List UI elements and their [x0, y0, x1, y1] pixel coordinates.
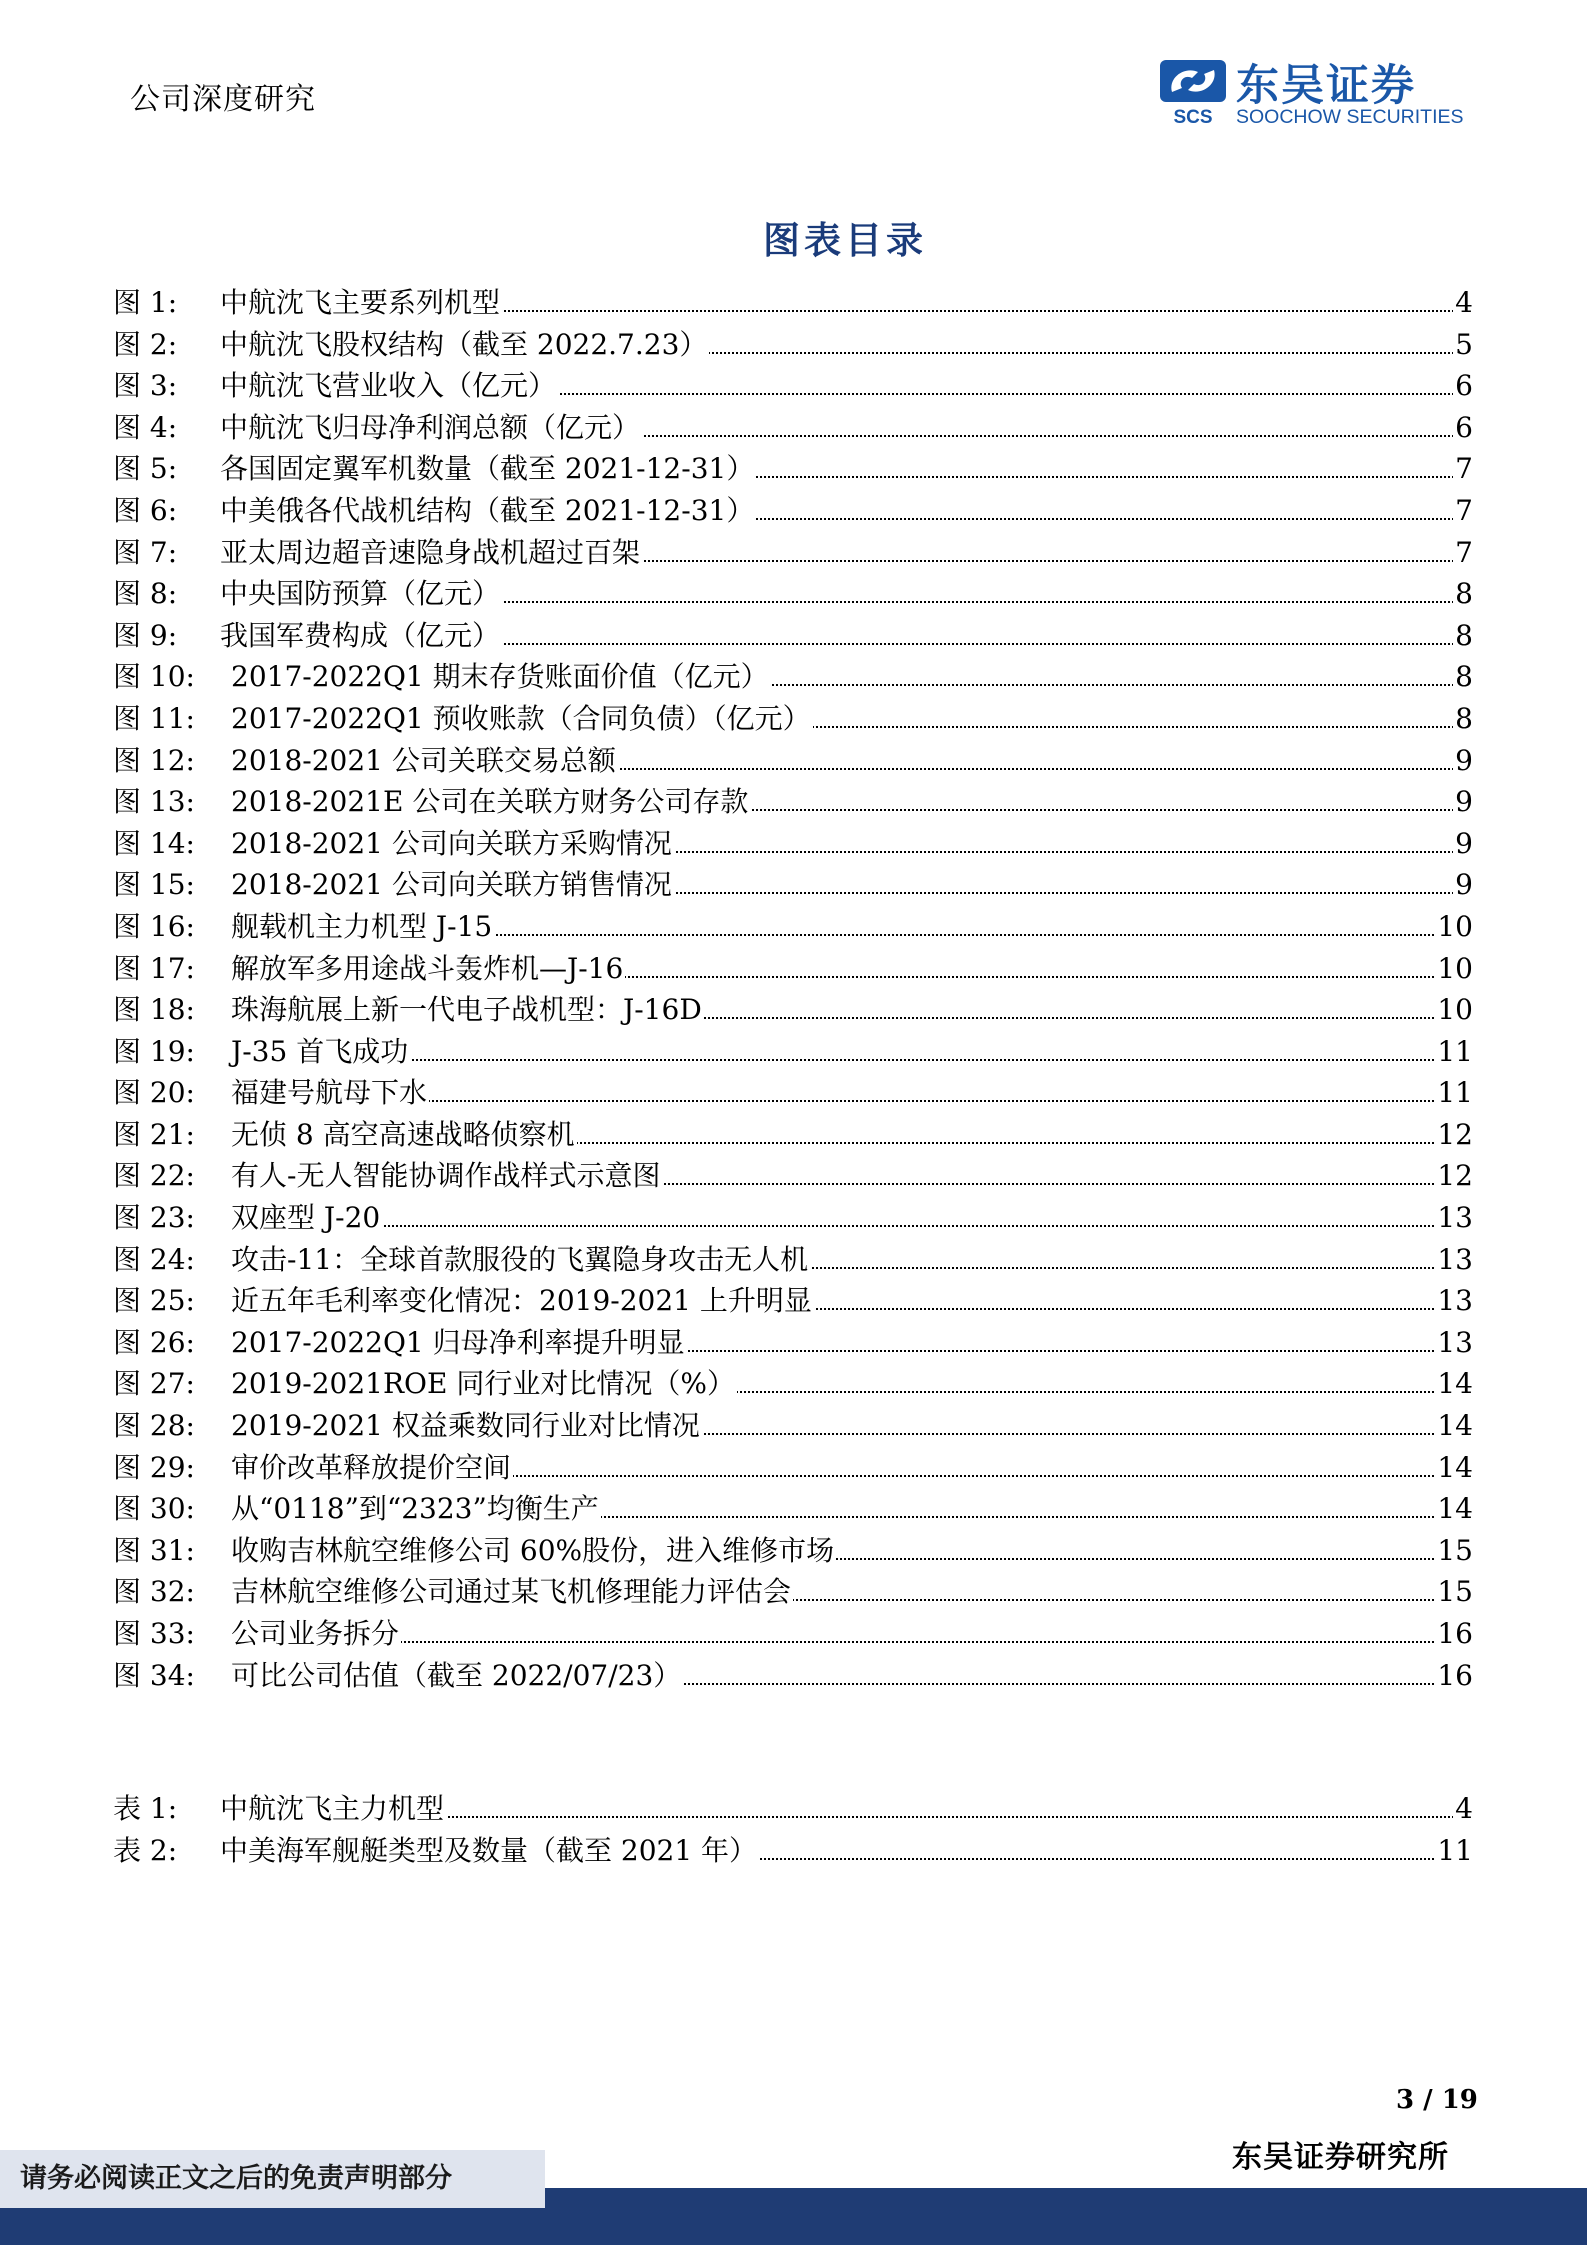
entry-label: 图 29: [113, 1450, 195, 1484]
figure-toc-entry[interactable] [113, 1155, 1473, 1197]
entry-label: 图 27: [113, 1367, 195, 1401]
entry-title: 有人-无人智能协调作战样式示意图 [231, 1155, 662, 1197]
entry-title: 2017-2022Q1 期末存货账面价值（亿元） [231, 656, 771, 698]
entry-page-number: 13 [1435, 1322, 1473, 1364]
figure-toc-entry[interactable] [113, 1197, 1473, 1239]
dot-leader [313, 1100, 1473, 1102]
figure-toc-entry[interactable] [113, 1363, 1473, 1405]
entry-label: 图 11: [113, 701, 195, 735]
entry-title: 中航沈飞主力机型 [220, 1788, 446, 1830]
table-toc-entry[interactable] [113, 1830, 1473, 1872]
figure-toc-entry[interactable] [113, 698, 1473, 740]
entry-label: 图 19: [113, 1034, 195, 1068]
entry-page-number: 13 [1435, 1239, 1473, 1281]
entry-label: 图 20: [113, 1076, 195, 1110]
entry-page-number: 11 [1435, 1031, 1473, 1073]
entry-title: 公司业务拆分 [231, 1613, 401, 1655]
entry-label: 图 23: [113, 1201, 195, 1235]
entry-page-number: 15 [1435, 1571, 1473, 1613]
entry-label: 图 16: [113, 909, 195, 943]
entry-page-number: 9 [1453, 740, 1473, 782]
figure-toc-entry[interactable] [113, 1447, 1473, 1489]
entry-title: 吉林航空维修公司通过某飞机修理能力评估会 [231, 1571, 793, 1613]
page-current: 3 [1396, 2085, 1415, 2115]
figure-toc-entry[interactable] [113, 1114, 1473, 1156]
entry-title: 中央国防预算（亿元） [220, 573, 502, 615]
entry-label: 图 34: [113, 1658, 195, 1692]
entry-label: 图 30: [113, 1492, 195, 1526]
entry-label: 图 18: [113, 993, 195, 1027]
entry-label: 表 2: [113, 1833, 178, 1867]
entry-page-number: 14 [1435, 1488, 1473, 1530]
entry-page-number: 16 [1435, 1613, 1473, 1655]
entry-page-number: 12 [1435, 1114, 1473, 1156]
entry-title: 收购吉林航空维修公司 60%股份，进入维修市场 [231, 1530, 836, 1572]
entry-label: 图 6: [113, 493, 178, 527]
entry-label: 图 31: [113, 1533, 195, 1567]
entry-title: 2018-2021E 公司在关联方财务公司存款 [231, 781, 750, 823]
figure-toc-entry[interactable] [113, 740, 1473, 782]
entry-title: 2017-2022Q1 预收账款（合同负债）（亿元） [231, 698, 813, 740]
entry-page-number: 9 [1453, 864, 1473, 906]
page-number [1396, 2085, 1478, 2115]
entry-page-number: 10 [1435, 948, 1473, 990]
figure-toc-entry[interactable] [113, 1072, 1473, 1114]
figure-toc-entry[interactable] [113, 490, 1473, 532]
entry-title: 中航沈飞主要系列机型 [220, 282, 502, 324]
entry-title: 福建号航母下水 [231, 1072, 429, 1114]
entry-page-number: 7 [1453, 532, 1473, 574]
figure-toc-entry[interactable] [113, 989, 1473, 1031]
entry-page-number: 14 [1435, 1363, 1473, 1405]
entry-page-number: 7 [1453, 490, 1473, 532]
entry-label: 图 2: [113, 327, 178, 361]
entry-page-number: 8 [1453, 698, 1473, 740]
entry-label: 图 15: [113, 868, 195, 902]
entry-title: 从“0118”到“2323”均衡生产 [231, 1488, 601, 1530]
entry-page-number: 4 [1453, 282, 1473, 324]
entry-title: 我国军费构成（亿元） [220, 615, 502, 657]
entry-page-number: 6 [1453, 365, 1473, 407]
entry-label: 图 21: [113, 1117, 195, 1151]
entry-page-number: 8 [1453, 615, 1473, 657]
table-list [113, 1788, 1473, 1871]
page-separator: / [1423, 2085, 1442, 2115]
figure-toc-entry[interactable] [113, 1655, 1473, 1697]
entry-label: 图 28: [113, 1409, 195, 1443]
figure-toc-entry[interactable] [113, 906, 1473, 948]
entry-page-number: 11 [1435, 1830, 1473, 1872]
entry-label: 表 1: [113, 1792, 178, 1825]
entry-page-number: 4 [1453, 1788, 1473, 1830]
entry-page-number: 5 [1453, 324, 1473, 366]
entry-label: 图 24: [113, 1242, 195, 1276]
figure-toc-entry[interactable] [113, 1322, 1473, 1364]
institute-name: 东吴证券研究所 [1232, 2140, 1449, 2175]
logo-chinese-name: 东吴证券 [1236, 61, 1416, 111]
entry-title: 无侦 8 高空高速战略侦察机 [231, 1114, 577, 1156]
entry-page-number: 12 [1435, 1155, 1473, 1197]
entry-title: 2019-2021ROE 同行业对比情况（%） [231, 1363, 737, 1405]
company-logo [1158, 58, 1478, 132]
entry-page-number: 13 [1435, 1280, 1473, 1322]
entry-title: 2018-2021 公司向关联方采购情况 [231, 823, 674, 865]
entry-label: 图 26: [113, 1325, 195, 1359]
entry-label: 图 1: [113, 286, 178, 319]
scs-logo-icon [1158, 58, 1228, 128]
dot-leader [313, 1059, 1473, 1061]
page-title: 图表目录 [763, 218, 927, 262]
entry-label: 图 7: [113, 535, 178, 569]
entry-title: J-35 首飞成功 [231, 1031, 410, 1073]
entry-title: 亚太周边超音速隐身战机超过百架 [220, 532, 642, 574]
entry-label: 图 25: [113, 1284, 195, 1318]
entry-label: 图 33: [113, 1617, 195, 1650]
figure-list [113, 282, 1473, 1696]
figure-toc-entry[interactable] [113, 615, 1473, 657]
entry-page-number: 16 [1435, 1655, 1473, 1697]
entry-title: 攻击-11：全球首款服役的飞翼隐身攻击无人机 [231, 1239, 810, 1281]
figure-toc-entry[interactable] [113, 864, 1473, 906]
figure-toc-entry[interactable] [113, 573, 1473, 615]
figure-toc-entry[interactable] [113, 1239, 1473, 1281]
entry-page-number: 10 [1435, 989, 1473, 1031]
figure-toc-entry[interactable] [113, 823, 1473, 865]
entry-label: 图 22: [113, 1159, 195, 1193]
figure-toc-entry[interactable] [113, 407, 1473, 449]
entry-title: 可比公司估值（截至 2022/07/23） [231, 1655, 683, 1697]
entry-page-number: 9 [1453, 781, 1473, 823]
entry-page-number: 6 [1453, 407, 1473, 449]
entry-title: 审价改革释放提价空间 [231, 1447, 513, 1489]
entry-title: 2018-2021 公司向关联方销售情况 [231, 864, 674, 906]
dot-leader [313, 1816, 1473, 1818]
figure-toc-entry[interactable] [113, 656, 1473, 698]
entry-label: 图 32: [113, 1575, 195, 1609]
entry-title: 中航沈飞股权结构（截至 2022.7.23） [220, 324, 709, 366]
figure-toc-entry[interactable] [113, 282, 1473, 324]
figure-toc-entry[interactable] [113, 324, 1473, 366]
entry-label: 图 4: [113, 410, 178, 444]
logo-english-name: SOOCHOW SECURITIES [1236, 106, 1464, 128]
figure-toc-entry[interactable] [113, 1571, 1473, 1613]
figure-toc-entry[interactable] [113, 1488, 1473, 1530]
entry-title: 中航沈飞营业收入（亿元） [220, 365, 558, 407]
figure-toc-entry[interactable] [113, 532, 1473, 574]
entry-page-number: 7 [1453, 448, 1473, 490]
entry-page-number: 14 [1435, 1447, 1473, 1489]
entry-label: 图 3: [113, 369, 178, 403]
entry-label: 图 8: [113, 577, 178, 611]
entry-title: 2017-2022Q1 归母净利率提升明显 [231, 1322, 687, 1364]
figure-toc-entry[interactable] [113, 948, 1473, 990]
figure-toc-entry[interactable] [113, 365, 1473, 407]
entry-title: 中美俄各代战机结构（截至 2021-12-31） [220, 490, 756, 532]
entry-title: 解放军多用途战斗轰炸机—J-16 [231, 948, 625, 990]
document-type-label: 公司深度研究 [130, 82, 316, 117]
entry-title: 双座型 J-20 [231, 1197, 382, 1239]
entry-title: 舰载机主力机型 J-15 [231, 906, 494, 948]
entry-page-number: 8 [1453, 573, 1473, 615]
entry-page-number: 10 [1435, 906, 1473, 948]
entry-title: 近五年毛利率变化情况：2019-2021 上升明显 [231, 1280, 814, 1322]
entry-label: 图 17: [113, 951, 195, 985]
table-toc-entry[interactable] [113, 1788, 1473, 1830]
figure-toc-entry[interactable] [113, 1031, 1473, 1073]
entry-page-number: 9 [1453, 823, 1473, 865]
figure-toc-entry[interactable] [113, 1613, 1473, 1655]
entry-page-number: 15 [1435, 1530, 1473, 1572]
entry-label: 图 9: [113, 618, 178, 652]
entry-label: 图 5: [113, 452, 178, 486]
dot-leader [313, 1641, 1473, 1643]
entry-page-number: 11 [1435, 1072, 1473, 1114]
page-total: 19 [1441, 2085, 1478, 2115]
entry-title: 中美海军舰艇类型及数量（截至 2021 年） [220, 1830, 759, 1872]
entry-title: 中航沈飞归母净利润总额（亿元） [220, 407, 642, 449]
entry-label: 图 12: [113, 743, 195, 777]
figure-toc-entry[interactable] [113, 448, 1473, 490]
figure-toc-entry[interactable] [113, 1530, 1473, 1572]
entry-title: 珠海航展上新一代电子战机型：J-16D [231, 989, 704, 1031]
entry-title: 2018-2021 公司关联交易总额 [231, 740, 618, 782]
figure-toc-entry[interactable] [113, 1280, 1473, 1322]
entry-label: 图 10: [113, 660, 195, 694]
entry-page-number: 13 [1435, 1197, 1473, 1239]
entry-title: 各国固定翼军机数量（截至 2021-12-31） [220, 448, 756, 490]
entry-label: 图 13: [113, 785, 195, 819]
figure-toc-entry[interactable] [113, 781, 1473, 823]
disclaimer-notice: 请务必阅读正文之后的免责声明部分 [0, 2150, 545, 2208]
entry-page-number: 8 [1453, 656, 1473, 698]
entry-label: 图 14: [113, 826, 195, 860]
entry-page-number: 14 [1435, 1405, 1473, 1447]
logo-mark-text: SCS [1173, 107, 1213, 128]
entry-title: 2019-2021 权益乘数同行业对比情况 [231, 1405, 702, 1447]
dot-leader [313, 1225, 1473, 1227]
figure-toc-entry[interactable] [113, 1405, 1473, 1447]
